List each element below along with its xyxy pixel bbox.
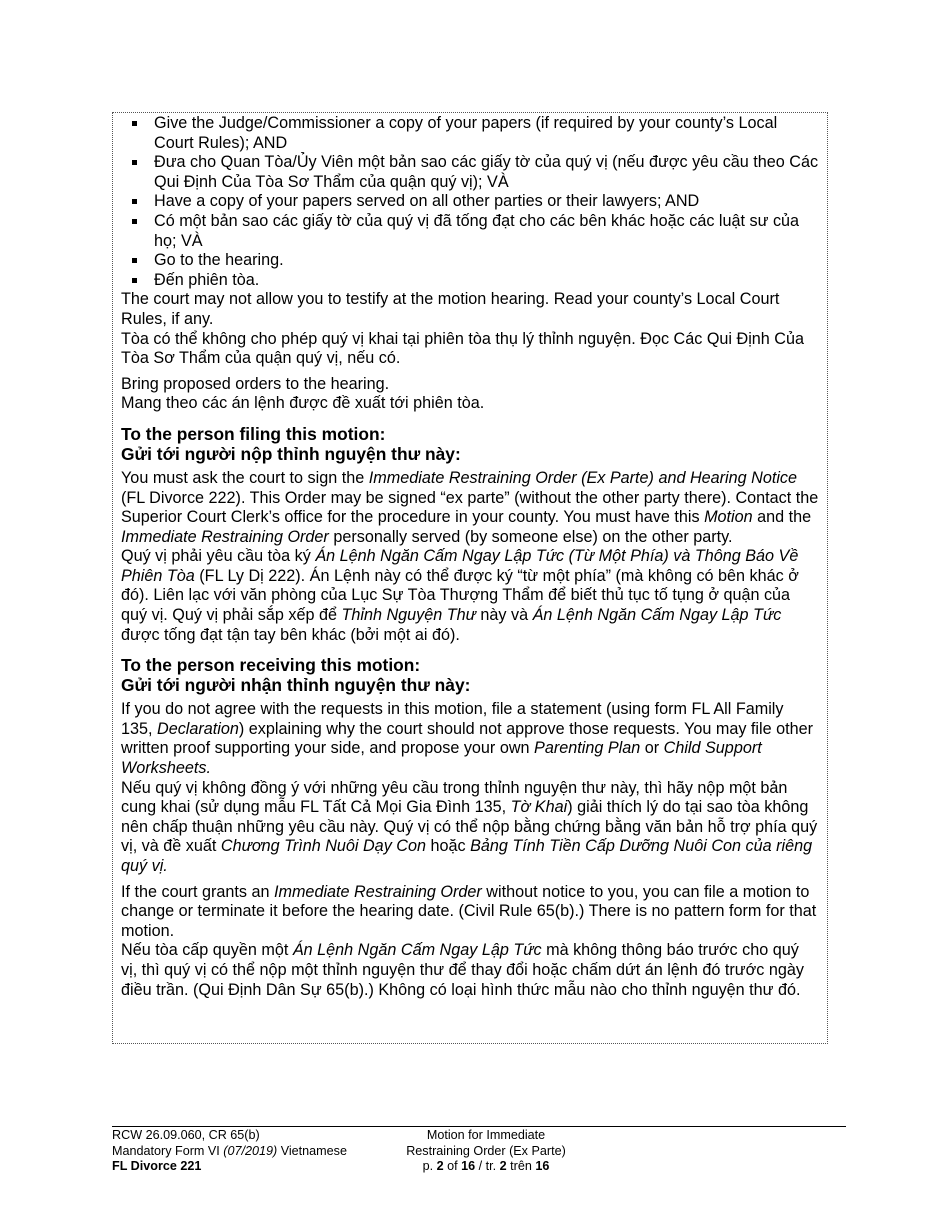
list-item: Give the Judge/Commissioner a copy of your papers (if required by your county’s Local Court Rules); AND [121, 114, 819, 153]
footer-mandatory-form: Mandatory Form VI (07/2019) Vietnamese [112, 1143, 347, 1158]
receiving-paragraph-vi: Nếu quý vị không đồng ý với những yêu cầu trong thỉnh nguyện thư này, thì hãy nộp một bản cung khai (sử dụng mẫu FL Tất Cả Mọi Gia Đình 135, Tờ Khai) giải thích lý do tại sao tòa không nên chấp thuận những yêu cầu này. Quý vị có thể nộp bằng chứng bằng văn bản hỗ trợ phía quý vị, và đề xuất Chương Trình Nuôi Dạy Con hoặc Bảng Tính Tiền Cấp Dưỡng Nuôi Con của riêng quý vị. [121, 778, 818, 875]
footer-form-id: FL Divorce 221 [112, 1159, 202, 1174]
receiving-heading-en: To the person receiving this motion: [121, 655, 421, 676]
list-item: Đến phiên tòa. [121, 271, 819, 291]
footer-title-line2: Restraining Order (Ex Parte) [406, 1143, 566, 1158]
footer-divider [112, 1126, 846, 1127]
proposed-orders-en: Bring proposed orders to the hearing. [121, 374, 390, 393]
grant-paragraph-en: If the court grants an Immediate Restraining Order without notice to you, you can file a motion to change or terminate it before the hearing date. (Civil Rule 65(b).) There is no pattern form for that motion. [121, 882, 817, 940]
filing-heading-en: To the person filing this motion: [121, 423, 386, 444]
list-item: Có một bản sao các giấy tờ của quý vị đã tống đạt cho các bên khác hoặc các luật sư của họ; VÀ [121, 212, 819, 251]
proposed-orders-vi: Mang theo các án lệnh được đề xuất tới phiên tòa. [121, 394, 485, 413]
filing-heading-vi: Gửi tới người nộp thỉnh nguyện thư này: [121, 443, 461, 464]
filing-paragraph-en: You must ask the court to sign the Immediate Restraining Order (Ex Parte) and Hearing Notice (FL Divorce 222). This Order may be signed “ex parte” (without the other party there). Contact the Superior Court Clerk’s office for the procedure in your county. You must have this Motion and the Immediate Restraining Order personally served (by someone else) on the other party. [121, 468, 819, 546]
testify-note-en: The court may not allow you to testify at the motion hearing. Read your county’s Local Court Rules, if any. [121, 290, 780, 328]
list-item: Have a copy of your papers served on all other parties or their lawyers; AND [121, 192, 819, 212]
receiving-heading-vi: Gửi tới người nhận thỉnh nguyện thư này: [121, 675, 471, 696]
list-item: Đưa cho Quan Tòa/Ủy Viên một bản sao các giấy tờ của quý vị (nếu được yêu cầu theo Các Qui Định Của Tòa Sơ Thẩm của quận quý vị); VÀ [121, 153, 819, 192]
hearing-checklist [121, 114, 819, 290]
testify-note-vi: Tòa có thể không cho phép quý vị khai tại phiên tòa thụ lý thỉnh nguyện. Đọc Các Qui Định Của Tòa Sơ Thẩm của quận quý vị, nếu có. [121, 329, 804, 368]
filing-paragraph-vi: Quý vị phải yêu cầu tòa ký Án Lệnh Ngăn Cấm Ngay Lập Tức (Từ Một Phía) và Thông Báo Về Phiên Tòa (FL Ly Dị 222). Án Lệnh này có thể được ký “từ một phía” (mà không có bên khác ở đó). Liên lạc với văn phòng của Lục Sự Tòa Thượng Thẩm để biết thủ tục tố tụng ở quận của quý vị. Quý vị phải sắp xếp để Thỉnh Nguyện Thư này và Án Lệnh Ngăn Cấm Ngay Lập Tức được tống đạt tận tay bên khác (bởi một ai đó). [121, 547, 799, 644]
grant-paragraph-vi: Nếu tòa cấp quyền một Án Lệnh Ngăn Cấm Ngay Lập Tức mà không thông báo trước cho quý vị, thì quý vị có thể nộp một thỉnh nguyện thư để thay đổi hoặc chấm dứt án lệnh đó trước ngày điều trần. (Qui Định Dân Sự 65(b).) Không có loại hình thức mẫu nào cho thỉnh nguyện thư đó. [121, 941, 804, 999]
footer-title [376, 1128, 596, 1175]
list-item: Go to the hearing. [121, 251, 819, 271]
footer-citation [112, 1128, 402, 1175]
footer-rcw: RCW 26.09.060, CR 65(b) [112, 1128, 260, 1142]
footer-title-line1: Motion for Immediate [426, 1128, 546, 1142]
instructions-box [112, 112, 828, 1044]
footer-page-number: p. 2 of 16 / tr. 2 trên 16 [422, 1159, 550, 1174]
receiving-paragraph-en: If you do not agree with the requests in this motion, file a statement (using form FL All Family 135, Declaration) explaining why the court should not approve those requests. You may file other written proof supporting your side, and propose your own Parenting Plan or Child Support Worksheets. [121, 700, 814, 778]
